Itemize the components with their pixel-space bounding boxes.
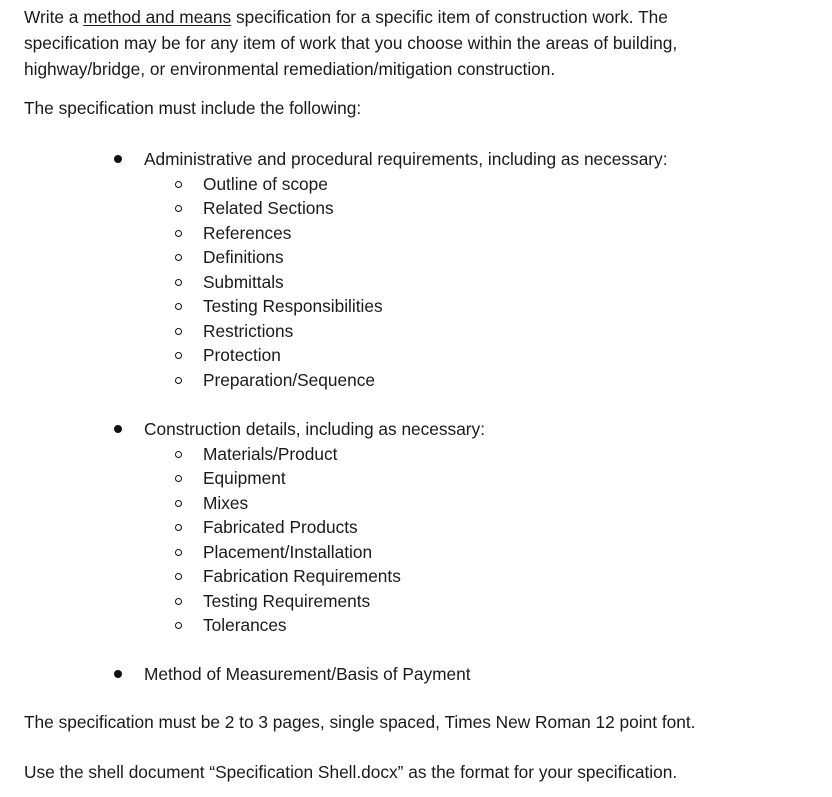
list-item: Restrictions [203,320,294,341]
list-item: Mixes [203,492,249,513]
list-item: Related Sections [203,198,334,218]
sub-bullet-icon [175,230,182,237]
sub-bullet-icon [175,279,182,286]
list-item: Tolerances [203,615,287,635]
section-label: Method of Measurement/Basis of Payment [144,664,471,684]
sub-bullet-icon [175,475,182,482]
section-label: Construction details, including as necessary: [144,419,486,439]
list-item: Materials/Product [203,443,338,464]
sub-bullet-icon [175,549,182,556]
bullet-icon [114,155,122,163]
bullet-icon [114,425,122,433]
intro-line-1: Write a method and means specification for a specific item of construction work. The [24,7,668,27]
section-label: Administrative and procedural requirements, including as necessary: [144,149,668,169]
list-item: Testing Requirements [203,590,371,611]
list-item: Placement/Installation [203,541,373,562]
sub-bullet-icon [175,598,182,605]
list-item: References [203,222,292,243]
include-heading: The specification must include the following: [24,98,362,118]
sub-bullet-icon [175,205,182,212]
sub-bullet-icon [175,303,182,310]
list-item: Submittals [203,271,284,292]
list-item: Fabricated Products [203,517,358,537]
list-item: Testing Responsibilities [203,296,383,316]
sub-bullet-icon [175,524,182,531]
intro-line-3: highway/bridge, or environmental remediation/mitigation construction. [24,59,556,79]
list-item: Definitions [203,247,284,267]
sub-bullet-icon [175,451,182,458]
sub-bullet-icon [175,352,182,359]
sub-bullet-icon [175,254,182,261]
list-item: Preparation/Sequence [203,369,375,390]
sub-bullet-icon [175,500,182,507]
method-and-means-link[interactable]: method and means [83,7,232,27]
list-item: Outline of scope [203,173,328,194]
list-item: Equipment [203,468,286,488]
sub-bullet-icon [175,573,182,580]
list-item: Protection [203,345,281,365]
length-requirement: The specification must be 2 to 3 pages, single spaced, Times New Roman 12 point font. [24,712,696,732]
sub-bullet-icon [175,622,182,629]
sub-bullet-icon [175,181,182,188]
bullet-icon [114,670,122,678]
list-item: Fabrication Requirements [203,566,401,586]
sub-bullet-icon [175,328,182,335]
intro-line-2: specification may be for any item of work that you choose within the areas of building, [24,33,678,53]
sub-bullet-icon [175,377,182,384]
format-note: Use the shell document “Specification Shell.docx” as the format for your specification. [24,762,678,782]
